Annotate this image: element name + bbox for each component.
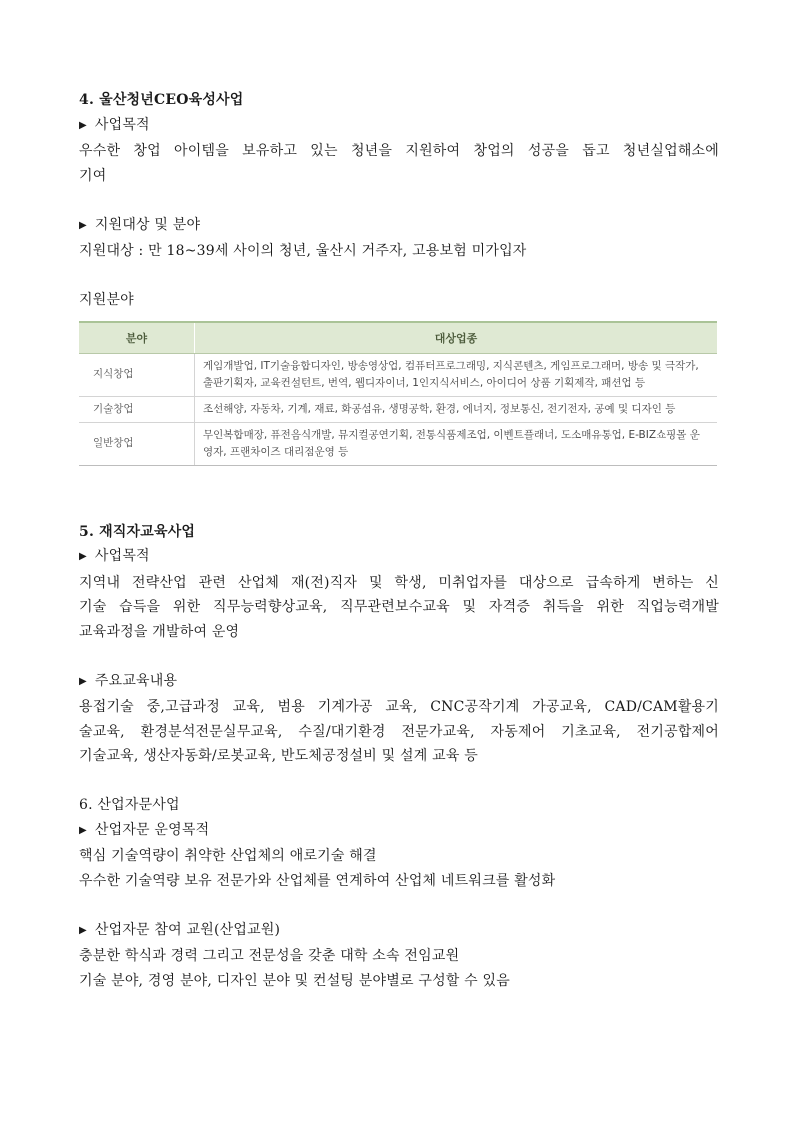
table-header-row — [79, 322, 717, 354]
table-row — [79, 422, 717, 465]
table-row — [79, 353, 717, 396]
table-cell-industries: 게임개발업, IT기술융합디자인, 방송영상업, 컴퓨터프로그래밍, 지식콘텐츠, 게임프로그래머, 방송 및 극작가, 출판기획자, 교육컨설턴트, 번역, 웹디자이너, 1인지식서비스, 아이디어 상품 기획제작, 패션업 등 — [195, 353, 718, 396]
table-header-industry: 대상업종 — [195, 322, 718, 354]
section-4-title: 4. 울산청년CEO육성사업 — [79, 92, 244, 108]
section-5-purpose-text-3: 교육과정을 개발하여 운영 — [79, 623, 240, 640]
table-cell-industries: 무인복합매장, 퓨전음식개발, 뮤지컬공연기획, 전통식품제조업, 이벤트플래너, 도소매유통업, E-BIZ쇼핑몰 운영자, 프랜차이즈 대리점운영 등 — [195, 422, 718, 465]
section-6-participant-text-2: 기술 분야, 경영 분야, 디자인 분야 및 컨설팅 분야별로 구성할 수 있음 — [79, 972, 510, 989]
section-4-field-label: 지원분야 — [79, 292, 134, 308]
section-4-target-text: 지원대상 : 만 18~39세 사이의 청년, 울산시 거주자, 고용보험 미가입자 — [79, 243, 527, 259]
document-page — [79, 88, 719, 993]
section-6-purpose-text-1: 핵심 기술역량이 취약한 산업체의 애로기술 해결 — [79, 848, 377, 864]
support-field-table — [79, 321, 717, 466]
section-5-purpose-text-1: 지역내 전략산업 관련 산업체 재(전)직자 및 학생, 미취업자를 대상으로 급속하게 변하는 신 — [79, 574, 719, 591]
table-row — [79, 396, 717, 422]
section-5-content-text-3: 기술교육, 생산자동화/로봇교육, 반도체공정설비 및 설계 교육 등 — [79, 748, 478, 764]
section-6-participant-text-1: 충분한 학식과 경력 그리고 전문성을 갖춘 대학 소속 전임교원 — [79, 948, 460, 964]
section-5-content-label: ▶ 주요교육내용 — [79, 669, 719, 696]
table-cell-category: 기술창업 — [79, 396, 195, 422]
section-6-participant-label: ▶ 산업자문 참여 교원(산업교원) — [79, 918, 719, 945]
section-5-content-text-1: 용접기술 중,고급과정 교육, 범용 기계가공 교육, CNC공작기계 가공교육, CAD/CAM활용기 — [79, 699, 719, 715]
table-header-field: 분야 — [79, 322, 195, 354]
section-5-title: 5. 재직자교육사업 — [79, 523, 196, 540]
table-cell-category: 지식창업 — [79, 353, 195, 396]
section-6-title: 6. 산업자문사업 — [79, 797, 180, 813]
section-5-purpose-label: ▶ 사업목적 — [79, 544, 719, 571]
section-4-purpose-label: ▶ 사업목적 — [79, 113, 719, 140]
table-cell-industries: 조선해양, 자동차, 기계, 재료, 화공섬유, 생명공학, 환경, 에너지, 정보통신, 전기전자, 공예 및 디자인 등 — [195, 396, 718, 422]
section-4-purpose-text-2: 기여 — [79, 167, 107, 184]
section-6-purpose-text-2: 우수한 기술역량 보유 전문가와 산업체를 연계하여 산업체 네트워크를 활성화 — [79, 872, 556, 889]
table-cell-category: 일반창업 — [79, 422, 195, 465]
section-4-purpose-text-1: 우수한 창업 아이템을 보유하고 있는 청년을 지원하여 창업의 성공을 돕고 청년실업해소에 — [79, 143, 719, 159]
section-6-purpose-label: ▶ 산업자문 운영목적 — [79, 818, 719, 845]
section-5-content-text-2: 술교육, 환경분석전문실무교육, 수질/대기환경 전문가교육, 자동제어 기초교육, 전기공합제어 — [79, 723, 719, 740]
section-4-target-label: ▶ 지원대상 및 분야 — [79, 213, 719, 240]
section-5-purpose-text-2: 기술 습득을 위한 직무능력향상교육, 직무관련보수교육 및 자격증 취득을 위한 직업능력개발 — [79, 599, 719, 615]
